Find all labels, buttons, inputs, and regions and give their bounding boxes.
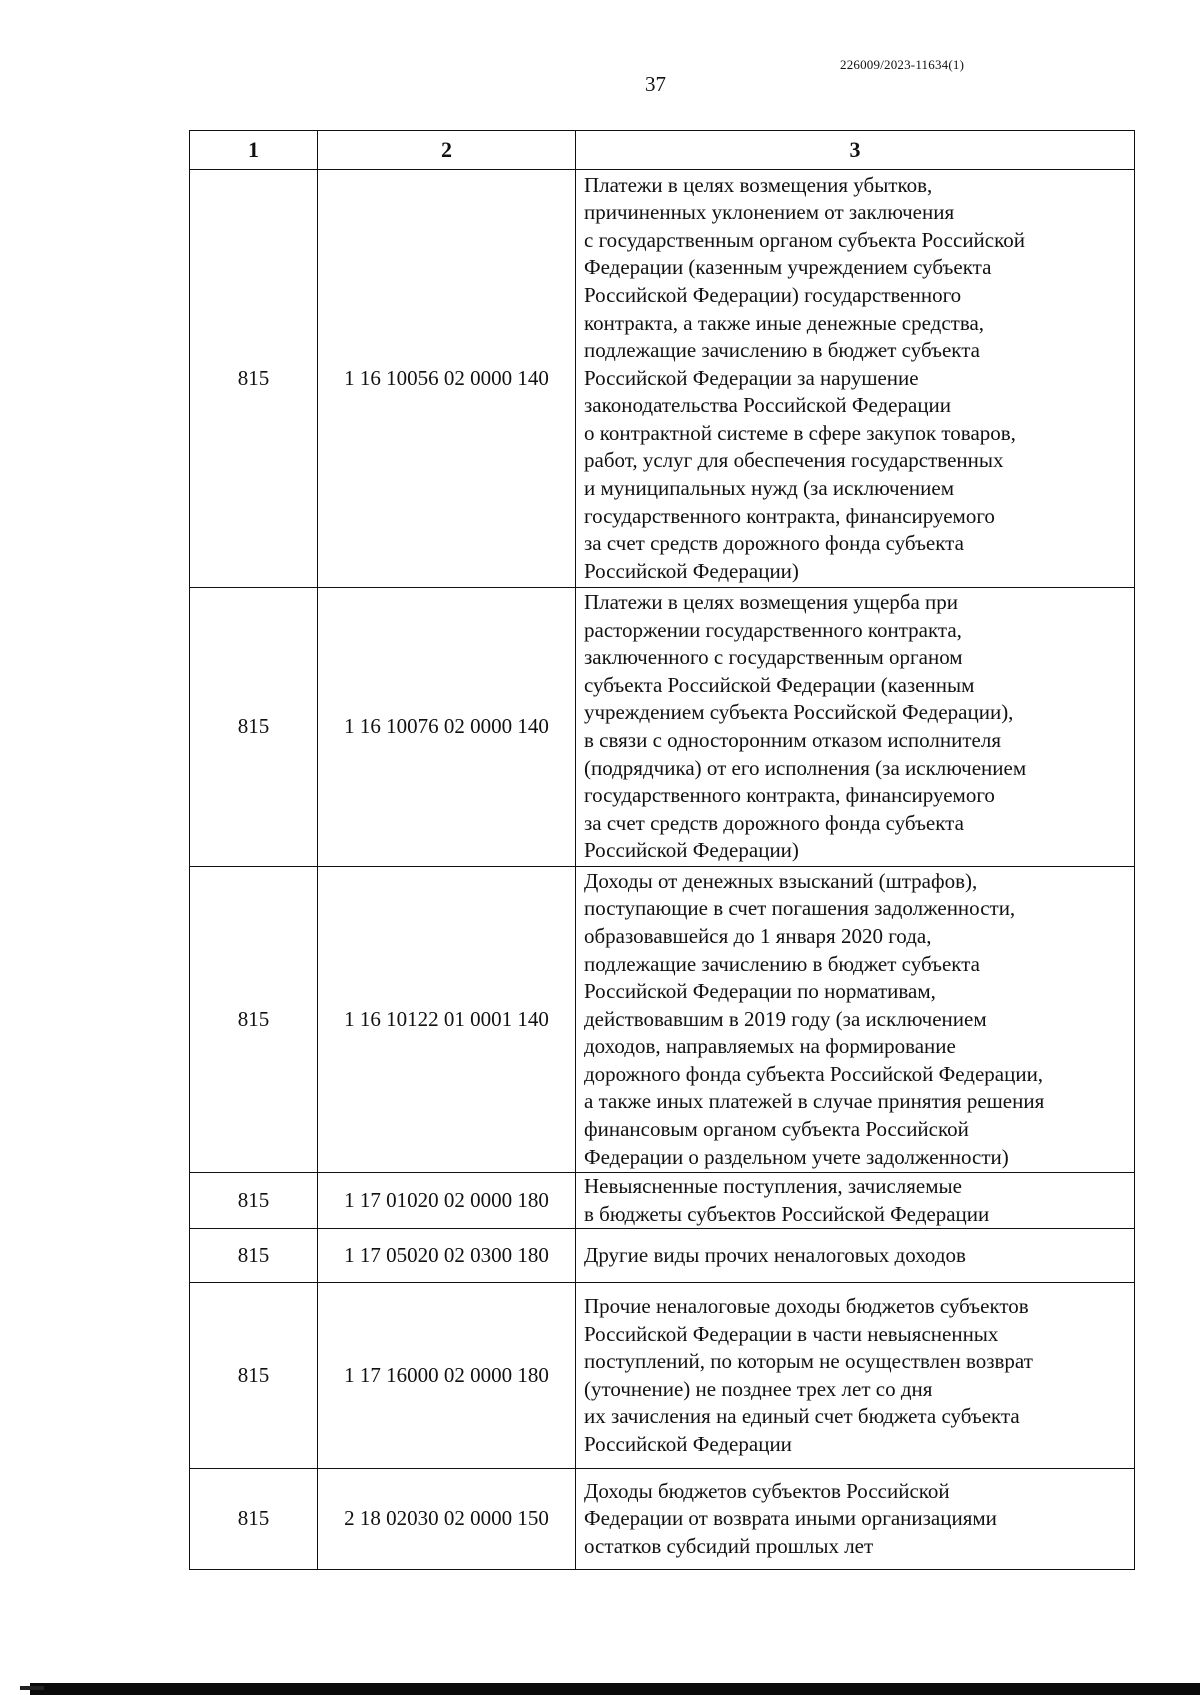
revenue-description-cell: [576, 1173, 1135, 1229]
description-line: образовавшейся до 1 января 2020 года,: [584, 923, 932, 948]
description-line: контракта, а также иные денежные средства,: [584, 310, 985, 335]
description-line: их зачисления на единый счет бюджета субъекта: [584, 1404, 1020, 1429]
description-line: субъекта Российской Федерации (казенным: [584, 672, 975, 697]
revenue-code-cell: 1 17 05020 02 0300 180: [318, 1229, 576, 1283]
description-line: Российской Федерации: [584, 1431, 792, 1456]
revenue-description-cell: [576, 1283, 1135, 1469]
admin-code-cell: 815: [190, 1469, 318, 1570]
description-line: поступлений, по которым не осуществлен возврат: [584, 1349, 1033, 1374]
description-line: Платежи в целях возмещения ущерба при: [584, 590, 959, 615]
description-line: поступающие в счет погашения задолженности,: [584, 896, 1016, 921]
scan-edge-shadow: [30, 1683, 1200, 1695]
column-header-1: 1: [190, 131, 318, 170]
description-line: Невыясненные поступления, зачисляемые: [584, 1174, 962, 1198]
table-row: [190, 1229, 1135, 1283]
description-line: остатков субсидий прошлых лет: [584, 1533, 874, 1558]
description-line: государственного контракта, финансируемого: [584, 783, 995, 808]
admin-code-cell: 815: [190, 588, 318, 867]
revenue-description-cell: [576, 1469, 1135, 1570]
revenue-code-cell: 2 18 02030 02 0000 150: [318, 1469, 576, 1570]
description-line: (уточнение) не позднее трех лет со дня: [584, 1376, 933, 1401]
description-line: Федерации от возврата иными организациями: [584, 1506, 997, 1531]
description-line: а также иных платежей в случае принятия решения: [584, 1089, 1045, 1114]
description-line: законодательства Российской Федерации: [584, 393, 952, 418]
description-line: за счет средств дорожного фонда субъекта: [584, 810, 964, 835]
description-line: в бюджеты субъектов Российской Федерации: [584, 1201, 990, 1226]
revenue-code-cell: 1 17 16000 02 0000 180: [318, 1283, 576, 1469]
description-line: действовавшим в 2019 году (за исключением: [584, 1006, 987, 1031]
table-row: [190, 1469, 1135, 1570]
description-line: Российской Федерации в части невыясненных: [584, 1321, 999, 1346]
description-line: доходов, направляемых на формирование: [584, 1034, 956, 1059]
description-line: Платежи в целях возмещения убытков,: [584, 172, 933, 197]
column-header-3: 3: [576, 131, 1135, 170]
table-row: [190, 1283, 1135, 1469]
revenue-description-cell: [576, 170, 1135, 588]
description-line: (подрядчика) от его исполнения (за исключением: [584, 755, 1027, 780]
description-line: Российской Федерации по нормативам,: [584, 979, 936, 1004]
admin-code-cell: 815: [190, 1229, 318, 1283]
description-line: государственного контракта, финансируемого: [584, 503, 995, 528]
document-registration-number: 226009/2023-11634(1): [840, 57, 965, 72]
admin-code-cell: 815: [190, 1283, 318, 1469]
table-row: [190, 588, 1135, 867]
table-row: [190, 1173, 1135, 1229]
description-line: работ, услуг для обеспечения государственных: [584, 448, 1004, 473]
description-line: учреждением субъекта Российской Федерации),: [584, 700, 1014, 725]
column-header-2: 2: [318, 131, 576, 170]
admin-code-cell: 815: [190, 170, 318, 588]
table-row: [190, 170, 1135, 588]
revenue-code-cell: 1 17 01020 02 0000 180: [318, 1173, 576, 1229]
description-line: о контрактной системе в сфере закупок товаров,: [584, 420, 1016, 445]
description-line: Прочие неналоговые доходы бюджетов субъектов: [584, 1293, 1029, 1318]
description-line: за счет средств дорожного фонда субъекта: [584, 531, 964, 556]
description-line: заключенного с государственным органом: [584, 645, 963, 670]
admin-code-cell: 815: [190, 867, 318, 1173]
description-line: Российской Федерации): [584, 838, 799, 863]
table-row: [190, 867, 1135, 1173]
description-line: Российской Федерации за нарушение: [584, 365, 919, 390]
admin-code-cell: 815: [190, 1173, 318, 1229]
revenue-code-cell: 1 16 10122 01 0001 140: [318, 867, 576, 1173]
description-line: дорожного фонда субъекта Российской Федерации,: [584, 1061, 1044, 1086]
revenue-description-cell: [576, 588, 1135, 867]
description-line: с государственным органом субъекта Российской: [584, 227, 1025, 252]
revenue-description-cell: [576, 1229, 1135, 1283]
revenue-code-cell: 1 16 10076 02 0000 140: [318, 588, 576, 867]
description-line: Российской Федерации): [584, 558, 799, 583]
description-line: Доходы от денежных взысканий (штрафов),: [584, 868, 978, 893]
description-line: расторжении государственного контракта,: [584, 617, 962, 642]
description-line: Российской Федерации) государственного: [584, 282, 962, 307]
revenue-code-cell: 1 16 10056 02 0000 140: [318, 170, 576, 588]
description-line: Федерации о раздельном учете задолженности): [584, 1144, 1009, 1169]
description-line: и муниципальных нужд (за исключением: [584, 476, 954, 501]
revenue-description-cell: [576, 867, 1135, 1173]
description-line: подлежащие зачислению в бюджет субъекта: [584, 951, 980, 976]
scan-edge-shadow-tip: [20, 1686, 44, 1690]
table-header-row: [190, 131, 1135, 170]
page-number: 37: [645, 72, 666, 96]
description-line: Другие виды прочих неналоговых доходов: [584, 1242, 966, 1267]
table-body: [190, 170, 1135, 1570]
revenue-codes-table: [189, 130, 1135, 1570]
description-line: в связи с односторонним отказом исполнителя: [584, 728, 1001, 752]
description-line: подлежащие зачислению в бюджет субъекта: [584, 338, 980, 363]
description-line: Федерации (казенным учреждением субъекта: [584, 255, 992, 280]
description-line: финансовым органом субъекта Российской: [584, 1117, 969, 1142]
description-line: причиненных уклонением от заключения: [584, 200, 955, 225]
description-line: Доходы бюджетов субъектов Российской: [584, 1478, 950, 1503]
